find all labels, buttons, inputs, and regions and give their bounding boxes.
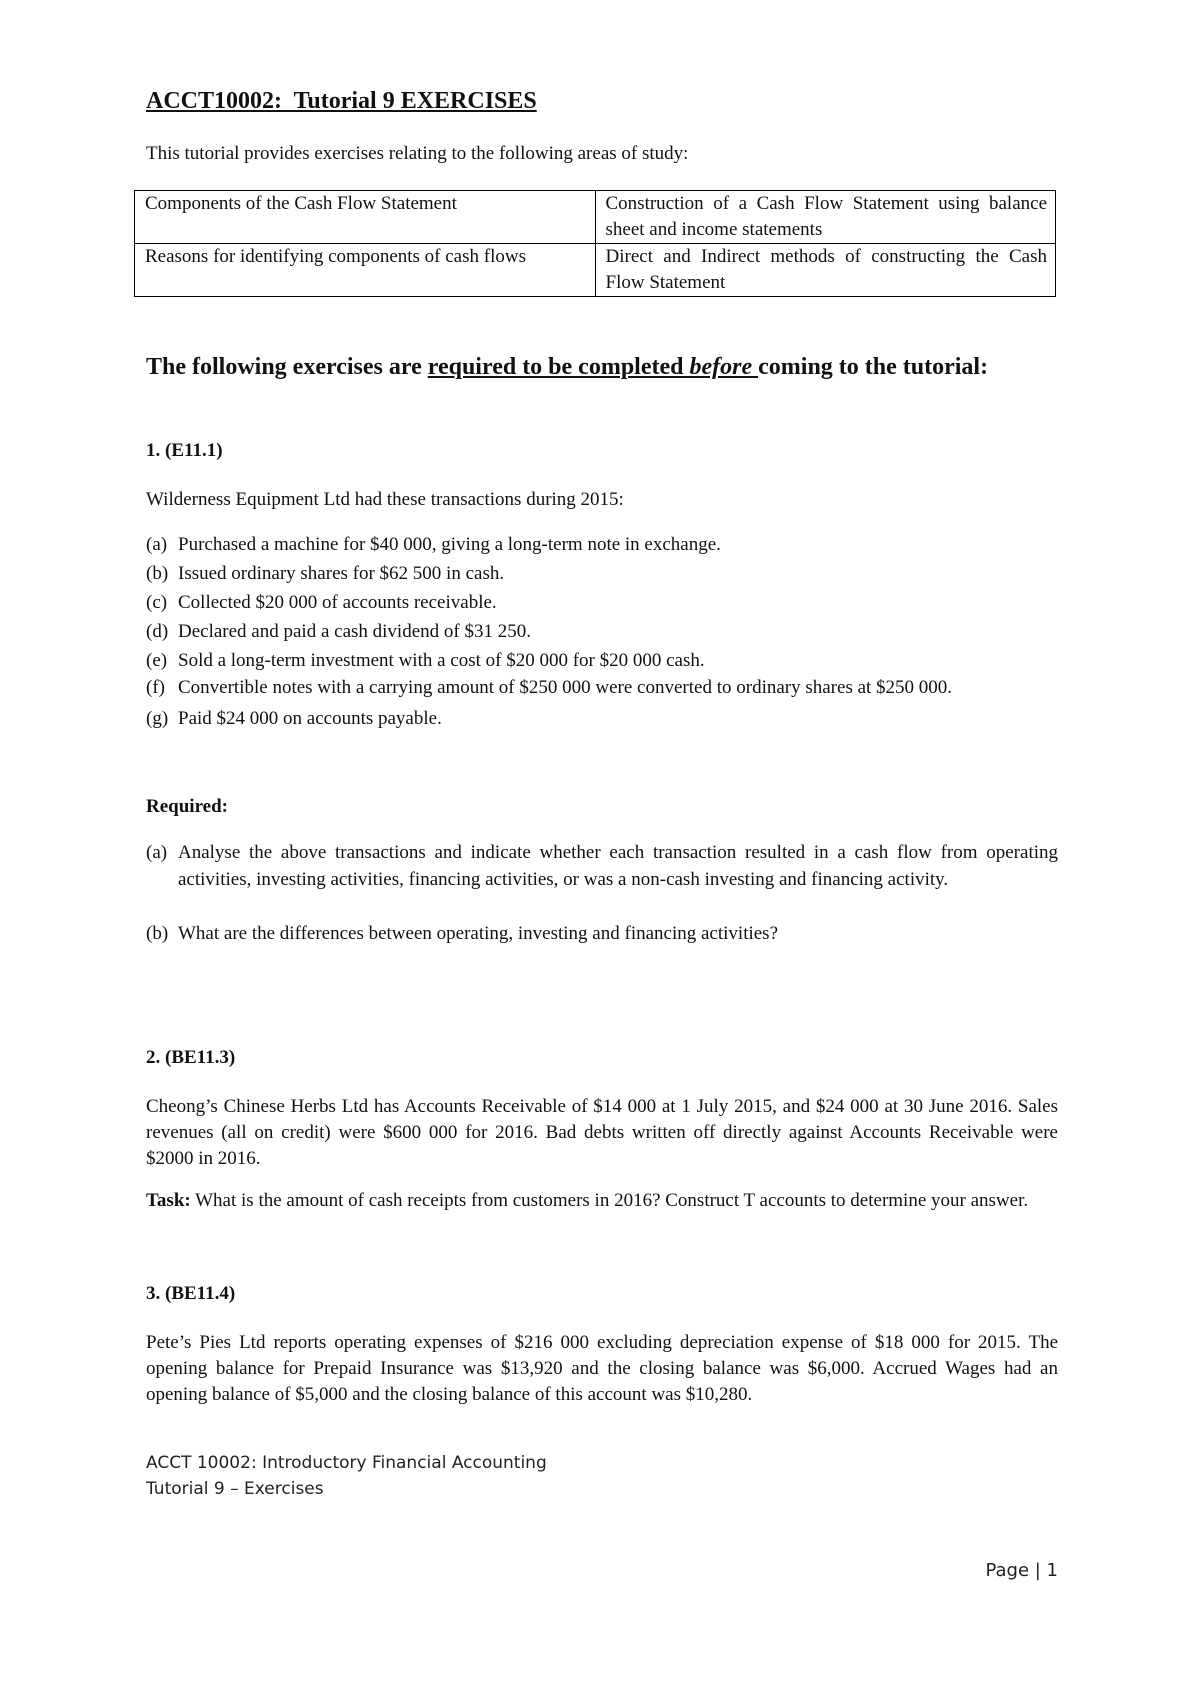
question-1-heading: 1. (E11.1) <box>146 440 223 461</box>
list-item-text: What are the differences between operating, investing and financing activities? <box>178 923 779 944</box>
question-2-heading: 2. (BE11.3) <box>146 1047 236 1068</box>
list-item-text: Convertible notes with a carrying amount of $250 000 were converted to ordinary shares at $250 000. <box>178 677 953 698</box>
required-heading <box>146 351 1058 384</box>
document-title: ACCT10002: Tutorial 9 EXERCISES <box>146 88 537 114</box>
heading-part: coming to the tutorial: <box>758 354 989 380</box>
footer-tutorial: Tutorial 9 – Exercises <box>146 1479 324 1499</box>
list-item-key: (b) <box>146 923 169 944</box>
list-item-text: Sold a long-term investment with a cost of $20 000 for $20 000 cash. <box>178 650 705 671</box>
page-number: Page | 1 <box>985 1560 1058 1581</box>
table-cell: Reasons for identifying components of cash flows <box>135 244 596 297</box>
list-item-key: (g) <box>146 708 169 729</box>
list-item-text: Paid $24 000 on accounts payable. <box>178 708 442 729</box>
list-item-text: Collected $20 000 of accounts receivable. <box>178 592 497 613</box>
table-row <box>135 191 1056 244</box>
question-2-text: Cheong’s Chinese Herbs Ltd has Accounts Receivable of $14 000 at 1 July 2015, and $24 000 at 30 June 2016. Sales revenues (all on credit) were $600 000 for 2016. Bad debts written off directly against Accounts Receivable were $2000 in 2016. <box>146 1096 1058 1169</box>
task-text: What is the amount of cash receipts from customers in 2016? Construct T accounts to determine your answer. <box>190 1190 1029 1211</box>
heading-part: The following exercises are <box>146 354 428 380</box>
task-label: Task: <box>146 1190 191 1211</box>
question-3-heading: 3. (BE11.4) <box>146 1283 236 1304</box>
list-item <box>146 675 1058 701</box>
topics-table <box>134 190 1056 297</box>
table-cell: Construction of a Cash Flow Statement using balance sheet and income statements <box>595 191 1056 244</box>
list-item-text: Purchased a machine for $40 000, giving a long-term note in exchange. <box>178 534 721 555</box>
table-cell: Direct and Indirect methods of constructing the Cash Flow Statement <box>595 244 1056 297</box>
list-item-key: (e) <box>146 650 168 671</box>
list-item-key: (a) <box>146 842 168 863</box>
list-item-key: (d) <box>146 621 169 642</box>
required-label: Required: <box>146 796 228 817</box>
question-3-text: Pete’s Pies Ltd reports operating expenses of $216 000 excluding depreciation expense of $18 000 for 2015. The opening balance for Prepaid Insurance was $13,920 and the closing balance was $6,000. Accrued Wages had an opening balance of $5,000 and the closing balance of this account was $10,280. <box>146 1332 1058 1405</box>
table-row <box>135 244 1056 297</box>
list-item-key: (f) <box>146 677 165 698</box>
list-item <box>146 588 1058 617</box>
list-item <box>146 704 1058 733</box>
list-item-key: (c) <box>146 592 168 613</box>
list-item <box>146 559 1058 588</box>
list-item <box>146 839 1058 893</box>
intro-text: This tutorial provides exercises relating to the following areas of study: <box>146 143 689 164</box>
question-1-intro: Wilderness Equipment Ltd had these transactions during 2015: <box>146 489 624 510</box>
list-item <box>146 646 1058 675</box>
question-2-task <box>146 1188 1058 1214</box>
list-item <box>146 919 1058 948</box>
list-item-text: Issued ordinary shares for $62 500 in cash. <box>178 563 505 584</box>
list-item-text: Analyse the above transactions and indicate whether each transaction resulted in a cash flow from operating activities, investing activities, financing activities, or was a non-cash investing and financing activity. <box>178 842 1058 890</box>
footer-course: ACCT 10002: Introductory Financial Accounting <box>146 1453 547 1473</box>
heading-emphasis: required to be completed <box>427 354 690 380</box>
list-item-text: Declared and paid a cash dividend of $31 250. <box>178 621 531 642</box>
list-item-key: (b) <box>146 563 169 584</box>
list-item <box>146 530 1058 559</box>
question-1-transactions <box>146 530 1058 733</box>
list-item-key: (a) <box>146 534 168 555</box>
list-item <box>146 617 1058 646</box>
table-cell: Components of the Cash Flow Statement <box>135 191 596 244</box>
heading-emphasis-italic: before <box>689 354 759 380</box>
question-1-required-list <box>146 839 1058 948</box>
